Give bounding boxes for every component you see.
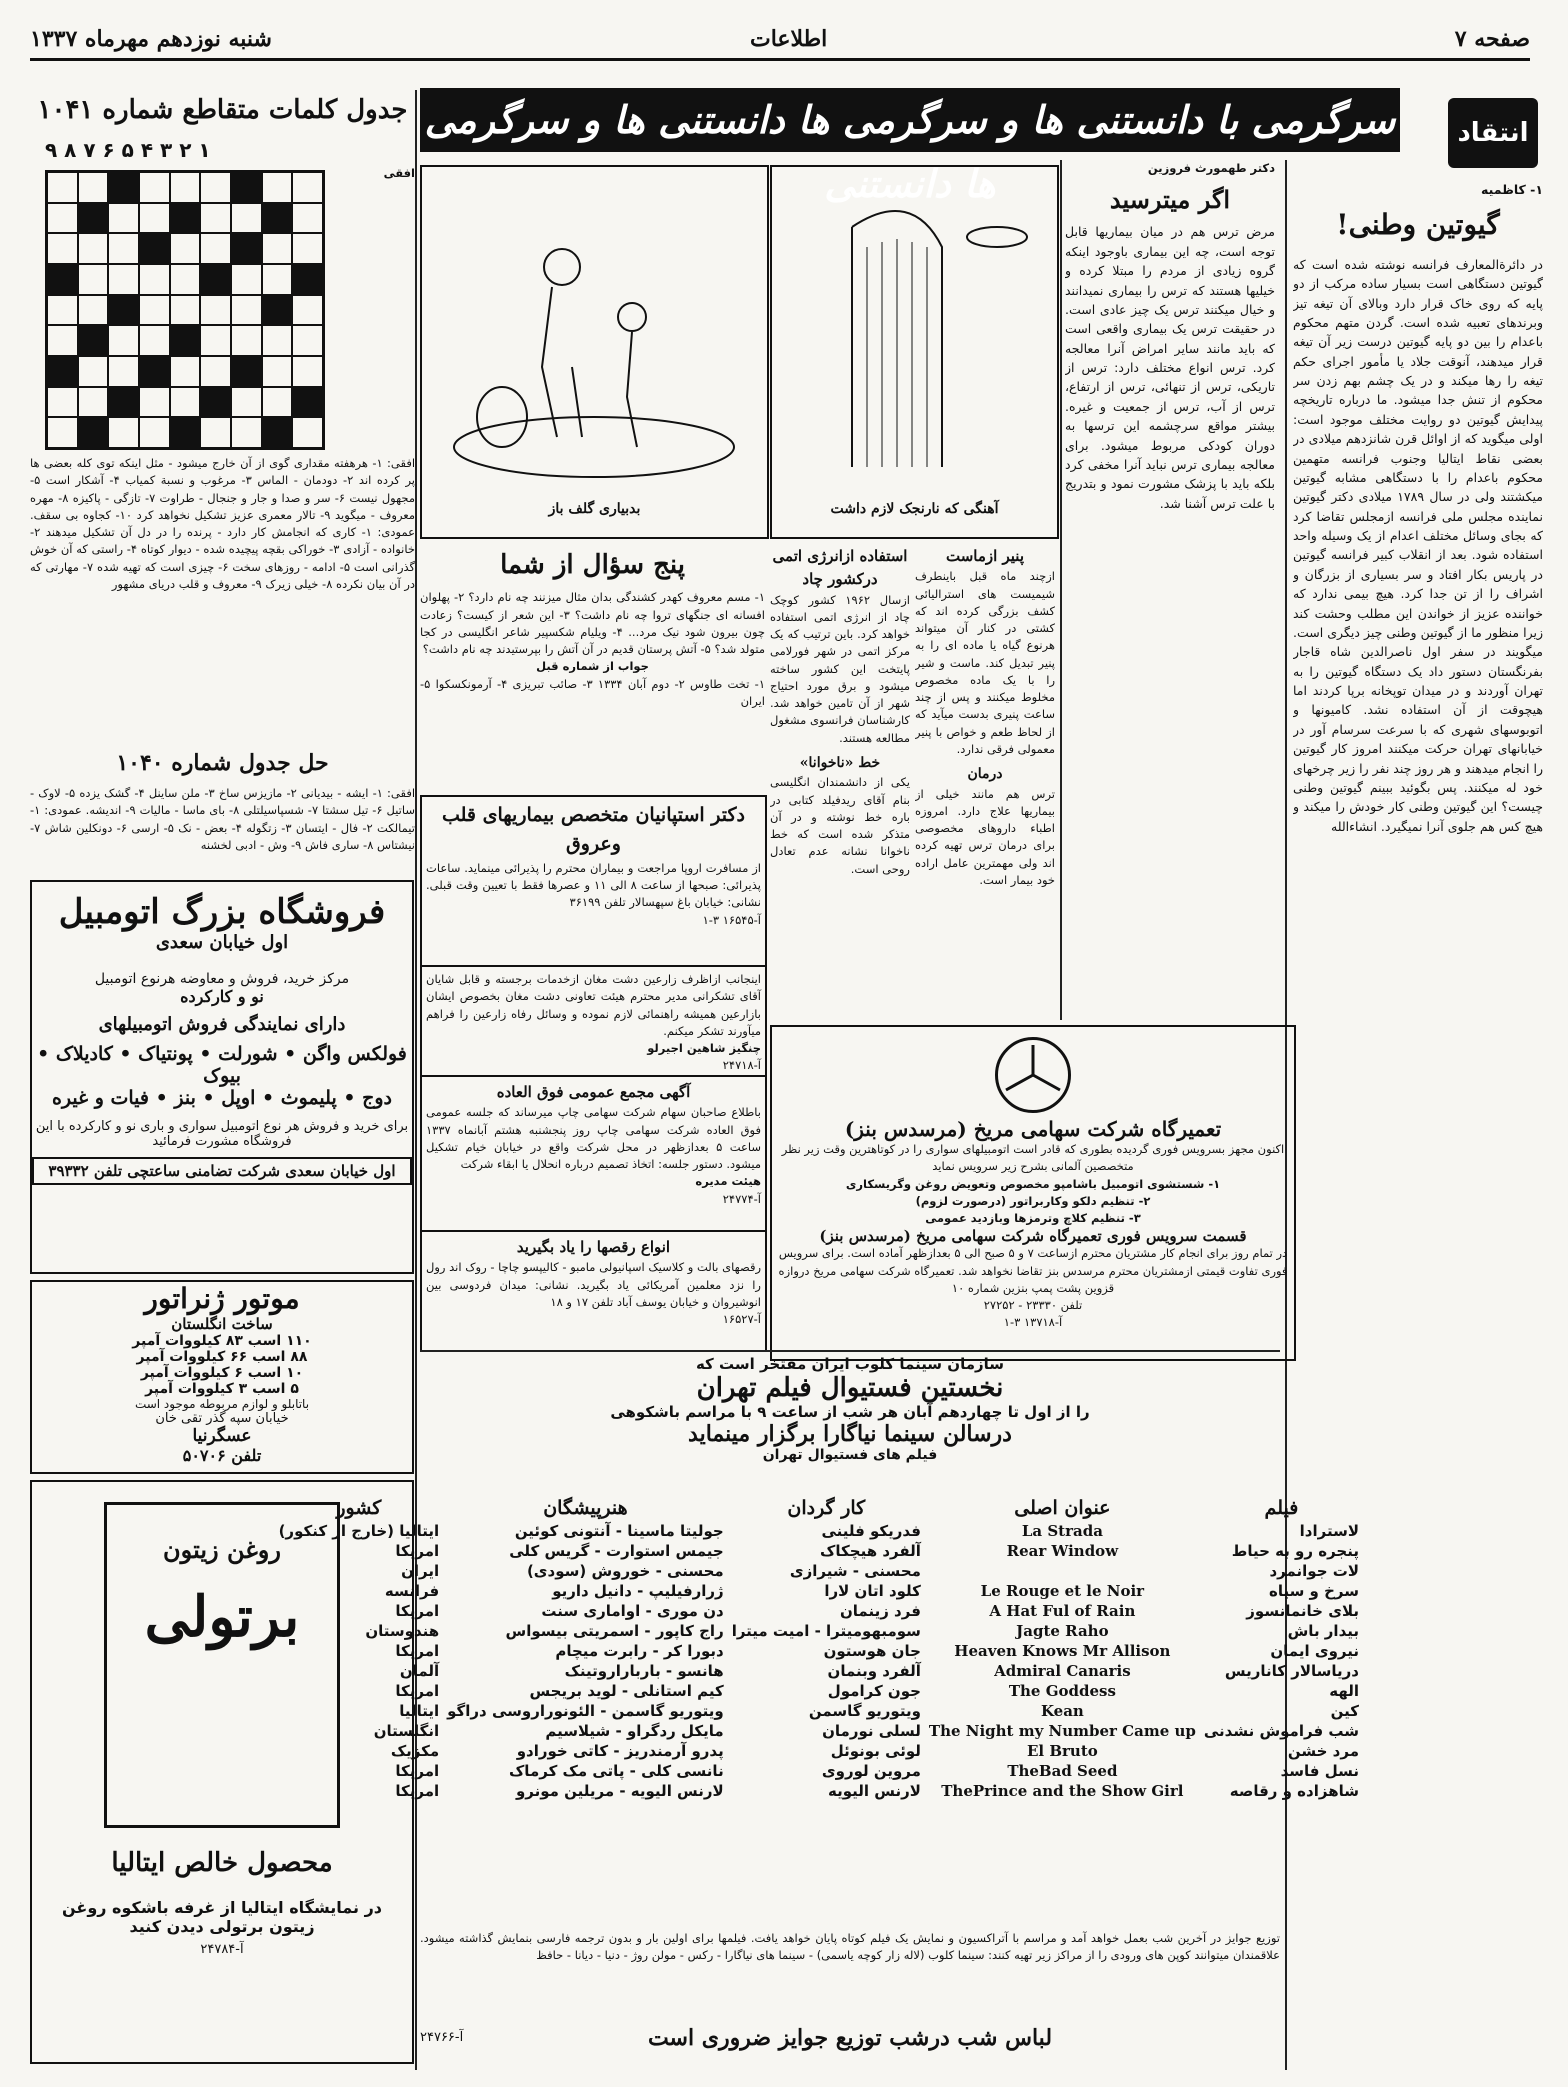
film-actors: مایکل ردگراو - شیلاسیم [545, 1722, 724, 1740]
thanks-ad-code: آ-۲۴۷۱۸ [722, 1058, 761, 1073]
film-original-title: Kean [1040, 1702, 1084, 1720]
five-questions-title: پنج سؤال از شما [500, 550, 685, 580]
festival-note-text: توزیع جوایز در آخرین شب بعمل خواهد آمد و مراسم با آتراکسیون و نمایش یک فیلم کوتاه پایان خواهد یافت. فیلمها برای اولین بار و بدون ترجمه فارسی بنمایش گذاشته میشود. علاقمندان میتوانند کوپن های ورودی را از مراکز زیر تهیه کنند: سینما کلوب (لاله زار کوچه یاسمی) - سینما های نیاگارا - رکس - مولن روژ - دنیا - دیانا - حافظ [420, 1931, 1280, 1963]
cartoon-left-caption: بدبیاری گلف باز [548, 501, 641, 517]
film-name: الهه [1329, 1682, 1359, 1700]
film-actors: جولیتا ماسینا - آنتونی کوئین [514, 1522, 724, 1540]
doctor-ad-title: دکتر استپانیان متخصص بیماریهای قلب وعروق [441, 804, 746, 856]
film-row [275, 1661, 1363, 1681]
film-director: لوئی بونوئل [830, 1742, 921, 1760]
festival-film-table [278, 1495, 1363, 1801]
festival-org: سازمان سینما کلوب ایران مفتخر است که [695, 1355, 1005, 1373]
treatment-body: ترس هم مانند خیلی از بیماریها علاج دارد. امروزه اطباء داروهای مخصوصی برای درمان ترس تهیه کرده اند ولی مهمترین عامل اراده خود بیمار است. [915, 786, 1055, 887]
film-name: نیروی ایمان [1270, 1642, 1359, 1660]
issue-date: شنبه نوزدهم مهرماه ۱۳۳۷ [30, 26, 272, 52]
film-original-title: El Bruto [1027, 1742, 1098, 1760]
crossword-clues-text: افقی: ۱- هرهفته مقداری گوی از آن خارج میشود - مثل اینکه توی کله بعضی ها پر کرده اند ۲- دودمان - الماس ۳- مرغوب و نسبة کمیاب ۴- آشکار است ۵- مجهول نیست ۶- سر و صدا و جار و جنجال - طراوت ۷- تازگی - پاکیزه ۸- مهره معروف - میگوید ۹- تالار معمری عزیز تشکیل نخواهد کرد ۱۰- کجاوه بی سقف. عمودی: ۱- کاری که انجامش کار دارد - پرنده را در دل آن تشکیل میدهند ۲- خانواده - آزادی ۳- خوراکی بقچه پیچیده شده - دیوار کوتاه ۴- راستی که آن خوش گذرانی است ۵- ادامه - روزهای سخت ۶- چیزی است که تهیه شده ۷- مهارتی که در آن بیان نکرده ۸- خیلی زیرک ۹- معروف و قلب دریای مشهور [30, 456, 415, 591]
film-actors: جیمس استوارت - گریس کلی [509, 1542, 724, 1560]
header-director: کار گردان [787, 1497, 866, 1519]
cartoon-right [770, 165, 1059, 539]
film-director: جون کرامول [827, 1682, 921, 1700]
header-original-title: عنوان اصلی [1014, 1497, 1111, 1519]
generator-ad-line-1: ۱۱۰ اسب ۸۳ کیلووات آمپر [132, 1333, 312, 1349]
film-original-title: The Night my Number Came up [928, 1722, 1196, 1740]
film-row [275, 1761, 1363, 1781]
festival-list-title: فیلم های فستیوال تهران [762, 1447, 938, 1463]
header-country: کشور [336, 1497, 382, 1519]
film-country: امریکا [395, 1762, 440, 1780]
film-original-title: Jagte Raho [1016, 1622, 1109, 1640]
critique-section: ۱- کاظمیه [1481, 182, 1543, 197]
page-number: صفحه ۷ [1454, 26, 1530, 52]
crossword-numbers: ۹ ۸ ۷ ۶ ۵ ۴ ۳ ۲ ۱ [45, 138, 211, 162]
harp-cartoon-illustration [772, 167, 1057, 497]
auto-ad-has: دارای نمایندگی فروش اتومبیلهای [98, 1014, 346, 1035]
festival-line: را از اول تا چهاردهم آبان هر شب از ساعت ۹ با مراسم باشکوهی [610, 1403, 1090, 1421]
film-row [275, 1561, 1363, 1581]
dance-ad-body: رقصهای بالت و کلاسیک اسپانیولی مامبو - کالیپسو چاچا - روک اند رول را نزد معلمین آمریکائی یاد بگیرید. نشانی: میدان فردوسی بین انوشیروان و خیابان یوسف آباد تلفن ۱۷ و ۱۸ [426, 1260, 761, 1309]
film-original-title: Admiral Canaris [994, 1662, 1131, 1680]
film-director: فدریکو فلینی [821, 1522, 921, 1540]
film-name: لاسترادا [1299, 1522, 1359, 1540]
critique-logo: انتقاد [1448, 98, 1538, 168]
atom-title: استفاده ازانرژی اتمی درکشور چاد [772, 547, 908, 589]
golfer-cartoon-illustration [422, 167, 767, 497]
film-actors: محسنی - خوروش (سودی) [526, 1562, 724, 1580]
film-name: پنجره رو به حیاط [1231, 1542, 1359, 1560]
film-original-title: TheBad Seed [1007, 1762, 1118, 1780]
benz-ad-sub: قسمت سرویس فوری تعمیرگاه شرکت سهامی مریخ (مرسدس بنز) [819, 1227, 1247, 1246]
film-name: مرد خشن [1287, 1742, 1359, 1760]
treatment-title: درمان [967, 766, 1003, 782]
five-questions-answers: ۱- تخت طاوس ۲- دوم آبان ۱۳۳۴ ۳- صائب تبریزی ۴- آرمونکسکوا ۵- ایران [420, 676, 765, 708]
film-director: آلفرد وبنمان [827, 1662, 921, 1680]
auto-dealer-ad [30, 880, 414, 1274]
doctor-ad-body: از مسافرت اروپا مراجعت و بیماران محترم را پذیرائی مینماید. ساعات پذیرائی: صبحها از ساعت ۸ الی ۱۱ و عصرها فقط با تعیین وقت قبلی. نشانی: خیابان باغ سپهسالار تلفن ۳۶۱۹۹ [426, 860, 761, 910]
film-director: کلود اتان لارا [824, 1582, 921, 1600]
generator-ad [30, 1280, 414, 1474]
film-original-title: A Hat Ful of Rain [989, 1602, 1136, 1620]
across-heading: افقی [383, 166, 415, 180]
film-country: مکزیک [390, 1742, 440, 1760]
benz-ad-item-2: ۲- تنظیم دلکو وکاربراتور (درصورت لزوم) [915, 1193, 1151, 1208]
benz-ad-phone: تلفن ۲۳۳۳۰ - ۲۷۲۵۲ [983, 1298, 1083, 1312]
generator-ad-title: موتور ژنراتور [144, 1282, 300, 1315]
generator-ad-extra: باتابلو و لوازم مربوطه موجود است [134, 1397, 310, 1411]
header-film: فیلم [1264, 1497, 1299, 1519]
film-actors: لارنس الیویه - مریلین مونرو [515, 1782, 724, 1800]
film-country: امریکا [395, 1782, 440, 1800]
fear-body: مرض ترس هم در میان بیماریها قابل توجه است، چه این بیماری باوجود اینکه گروه زیادی از مردم را مبتلا کرده و خیلیها هستند که ترس را بیماری نمیدانند و خیال میکنند ترس یک چیز عادی است. در حقیقت ترس یک بیماری واقعی است که باید مانند سایر امراض آنرا معالجه کرد. ترس انواع مختلف دارد: ترس از تاریکی، ترس از تنهائی، ترس از ارتفاع، ترس از آب، ترس از جمعیت و غیره. بیشتر مواقع سرچشمه این ترسها به دوران کودکی مربوط میشود. برای معالجه بیماری ترس نباید آنرا مخفی کرد بلکه باید با پزشک مشورت نمود و بتدریج با علت ترس آشنا شد. [1065, 224, 1275, 511]
doctor-ad [420, 795, 767, 967]
film-original-title: Rear Window [1006, 1542, 1119, 1560]
auto-ad-title: فروشگاه بزرگ اتومبیل [58, 892, 386, 932]
film-original-title: Heaven Knows Mr Allison [954, 1642, 1171, 1660]
benz-ad [770, 1025, 1296, 1361]
film-actors: هانسو - بارباراروتینک [564, 1662, 724, 1680]
fear-title: اگر میترسید [1109, 185, 1231, 215]
film-country: امریکا [395, 1602, 440, 1620]
film-row [275, 1781, 1363, 1801]
film-row [275, 1601, 1363, 1621]
generator-ad-address: خیابان سپه گذر تقی خان [155, 1411, 289, 1426]
olive-ad-text: در نمایشگاه ایتالیا از غرفه باشکوه روغن زیتون برتولی دیدن کنید [62, 1898, 382, 1936]
five-questions-answer-title: جواب از شماره قبل [536, 659, 649, 674]
film-name: کین [1330, 1702, 1359, 1720]
dance-ad [420, 1230, 767, 1352]
crossword-title: جدول کلمات متقاطع شماره ۱۰۴۱ [37, 95, 408, 125]
auto-ad-phone: اول خیابان سعدی شرکت تضامنی ساعتچی تلفن ۳۹۳۳۲ [32, 1157, 412, 1185]
olive-ad-brand: برتولی [144, 1584, 300, 1650]
cheese-body: ازچند ماه قبل باینطرف شیمیست های استرالیائی کشف بزرگی کرده اند که کشتی در کنار آن میتواند هرنوع گیاه یا ماده ای را به پنیر تبدیل کند. ماست و شیر را با یک ماده مخصوص مخلوط میکنند و پس از چند ساعت پنیری بدست میآید که از لحاظ طعم و خواص با پنیر معمولی فرقی ندارد. [915, 569, 1055, 756]
generator-ad-line-4: ۵ اسب ۳ کیلووات آمپر [145, 1381, 299, 1397]
olive-ad-sub: محصول خالص ایتالیا [111, 1848, 333, 1878]
mercedes-star-icon [995, 1037, 1071, 1113]
film-actors: ویتوریو گاسمن - الئونوراروسی دراگو [447, 1702, 724, 1720]
dance-ad-title: انواع رقصها را یاد بگیرید [516, 1238, 671, 1256]
notice-ad-body: باطلاع صاحبان سهام شرکت سهامی چاپ میرساند که جلسه عمومی فوق العاده شرکت سهامی چاپ روز پنجشنبه هشتم آبانماه ۱۳۳۷ ساعت ۵ بعدازظهر در محل شرکت واقع در خیابان خیام تشکیل میشود. دستور جلسه: اتخاذ تصمیم درباره انحلال یا ابقاء شرکت [426, 1105, 761, 1171]
notice-ad-title: آگهی مجمع عمومی فوق العاده [496, 1083, 691, 1101]
film-director: محسنی - شیرازی [789, 1562, 921, 1580]
column-divider [1060, 160, 1062, 1020]
critique-body: در دائرةالمعارف فرانسه نوشته شده است که گیوتین دستگاهی است بسیار ساده مرکب از دو پایه که روی خاک قرار دارد وبالای آن تیغه تیز وبرندهای تعبیه شده است. گردن متهم محکوم باعدام را بین دو پایه گیوتین درست زیر آن تیغه قرار میدهند، آنوقت جلاد یا مأمور اجرای حکم تیغه را رها میکند و در یک چشم بهم زدن سر محکوم از تنش جدا میشود. ما درباره تاریخچه پیدایش گیوتین دو روایت مختلف موجود است: اولی میگوید که از اوائل قرن شانزدهم میلادی در بعضی نقاط ایتالیا وجنوب فرانسه متهمین محکوم باعدام را با دستگاهی مشابه گیوتین میکشتند ولی در سال ۱۷۸۹ میلادی دکتر گیوتین نماینده مجلس ملی فرانسه ازمجلس تقاضا کرد که بجای وسائل مختلف اعدام از یک وسیله واحد استفاده شود. بعد از انقلاب کبیر فرانسه گیوتین در پاریس بکار افتاد و سر بسیاری از بزرگان و اشراف را از تن جدا کرد. هیچ بیمی ندارد که خواننده عزیز از خواندن این مطلب وحشت کند زیرا منظور ما از گیوتین وطنی چیز دیگری است. میگویند در سفر اول ناصرالدین شاه قاجار بفرنگستان دستور داد یک دستگاه گیوتین را به تهران آوردند و در میدان توپخانه برپا کردند اما هیچوقت از آن استفاده نشد. کامیونها و اتوبوسهای شهری که با سرعت سرسام آور در خیابانهای تهران حرکت میکنند امروز کار گیوتین را انجام میدهند و هر روز چند نفر را زیر چرخهای خود له میکنند. پس بگوئید ببینم گیوتین وطنی چیست؟ این گیوتین وطنی کار خودش را میکند و هیچ کس هم جلوی آنرا نمیگیرد. انشاءالله [1293, 256, 1543, 834]
auto-ad-brands-1: فولکس واگن • شورلت • پونتیاک • کادیلاک • بیوک [37, 1043, 407, 1087]
film-name: شاهزاده و رقاصه [1229, 1782, 1359, 1800]
generator-ad-made: ساخت انگلستان [171, 1315, 273, 1333]
film-name: بیدار باش [1287, 1622, 1359, 1640]
cartoon-right-caption: آهنگی که نارنجک لازم داشت [830, 501, 999, 517]
festival-top-rule [420, 1350, 1280, 1352]
film-row [275, 1681, 1363, 1701]
film-name: دریاسالار کاناریس [1224, 1662, 1359, 1680]
olive-ad-brand-top: روغن زیتون [163, 1535, 281, 1564]
film-country: هندوستان [365, 1622, 440, 1640]
cheese-article [915, 545, 1055, 1015]
film-director: سومبهومیترا - امیت میترا [731, 1622, 921, 1640]
film-country: ایتالیا (خارج از کنکور) [278, 1522, 440, 1540]
film-country: ایران [401, 1562, 440, 1580]
five-questions [420, 545, 765, 790]
auto-ad-brands-2: دوج • پلیموث • اوپل • بنز • فیات و غیره [51, 1087, 393, 1109]
doctor-ad-code: آ-۱۶۵۴۵ ۳-۱ [702, 912, 761, 927]
film-name: سرخ و سیاه [1268, 1582, 1359, 1600]
film-actors: نانسی کلی - پاتی مک کرماک [508, 1762, 724, 1780]
header-actors: هنرپیشگان [543, 1497, 628, 1519]
benz-ad-intro: اکنون مجهز بسرویس فوری گردیده بطوری که قادر است اتومبیلهای سواری را در کوتاهترین وقت زیر نظر متخصصین آلمانی بشرح زیر سرویس نماید [781, 1142, 1285, 1174]
film-row [275, 1721, 1363, 1741]
thanks-ad-signer: چنگیز شاهین اجیرلو [647, 1041, 761, 1055]
handwriting-title: خط «ناخوانا» [799, 754, 881, 771]
film-director: لارنس الیویه [828, 1782, 921, 1800]
fear-article [1065, 160, 1275, 870]
festival-section [420, 1355, 1280, 1463]
film-original-title: La Strada [1021, 1522, 1103, 1540]
film-country: انگلستان [373, 1722, 440, 1740]
film-table-header [275, 1495, 1363, 1521]
benz-ad-body: در تمام روز برای انجام کار مشتریان محترم ازساعت ۷ و ۵ صبح الی ۵ بعدازظهر آماده است. برای سرویس فوری تفاوت قیمتی ازمشتریان محترم مرسدس بنز تقاضا نخواهد شد. تعمیرگاه شرکت سهامی مریخ دروازه قزوین پشت پمپ بنزین شماره ۱۰ [778, 1246, 1288, 1295]
film-original-title: The Goddess [1008, 1682, 1116, 1700]
page-header [30, 20, 1530, 61]
film-name: بلای خانمانسوز [1246, 1602, 1359, 1620]
film-director: جان هوستون [823, 1642, 921, 1660]
film-actors: ژرارفیلیپ - دانیل داریو [552, 1582, 724, 1600]
auto-ad-address: اول خیابان سعدی [155, 932, 289, 953]
film-row [275, 1581, 1363, 1601]
fear-byline: دکتر طهمورث فروزین [1147, 161, 1275, 175]
film-actors: پدرو آرمندریز - کاتی خورادو [516, 1742, 724, 1760]
cheese-title: پنیر ازماست [945, 547, 1025, 565]
film-name: لات جوانمرد [1269, 1562, 1359, 1580]
science-banner: سرگرمی با دانستنی ها و سرگرمی ها دانستنی ها و سرگرمی ها دانستنی [420, 88, 1400, 152]
film-original-title: Le Rouge et le Noir [980, 1582, 1145, 1600]
crossword-answers [30, 785, 415, 865]
auto-ad-new: نو و کارکرده [180, 987, 264, 1006]
film-name: نسل فاسد [1280, 1762, 1359, 1780]
festival-place: درسالن سینما نیاگارا برگزار مینماید [688, 1421, 1012, 1447]
film-original-title: ThePrince and the Show Girl [941, 1782, 1184, 1800]
film-actors: دبورا کر - رابرت میچام [555, 1642, 724, 1660]
dance-ad-code: آ-۱۶۵۲۷ [722, 1312, 761, 1326]
crossword-grid[interactable] [45, 170, 325, 450]
benz-ad-item-3: ۳- تنظیم کلاچ وترمزها وبازدید عمومی [925, 1211, 1141, 1225]
film-row [275, 1741, 1363, 1761]
festival-code: آ-۲۴۷۶۶ [420, 2030, 464, 2045]
crossword-answer-title: حل جدول شماره ۱۰۴۰ [116, 750, 329, 776]
film-director: فرد زینمان [839, 1602, 921, 1620]
benz-ad-title: تعمیرگاه شرکت سهامی مریخ (مرسدس بنز) [844, 1117, 1222, 1141]
notice-ad-signer: هیئت مدیره [695, 1174, 761, 1189]
film-row [275, 1621, 1363, 1641]
film-country: ایتالیا [399, 1702, 440, 1720]
film-country: فرانسه [384, 1582, 440, 1600]
cartoon-left [420, 165, 769, 539]
crossword-answers-text: افقی: ۱- ایشه - بیدیانی ۲- مازیزس ساخ ۳- ملن ساینل ۴- گشک یزده ۵- لاوک - ساتیل ۶- تیل سشتا ۷- شسپاسیلتلی ۸- بای ماسا - مالیات ۹- اندیشه. عمودی: ۱- تیمالکت ۲- فال - ایتسان ۳- زتگوله ۴- بعض - نک ۵- ارسی ۶- دونکلین شاش ۷- نیشتاس ۸- ساری فاش ۹- وش - ادبی لخشنه [30, 786, 415, 852]
auto-ad-buy: مرکز خرید، فروش و معاوضه هرنوع اتومبیل [94, 971, 350, 987]
atom-article [770, 545, 910, 1015]
crossword-across-side [330, 165, 415, 445]
film-original-title [925, 1561, 1200, 1581]
generator-ad-line-2: ۸۸ اسب ۶۶ کیلووات آمپر [136, 1349, 308, 1365]
thanks-ad-body: اینجانب ازاظرف زارعین دشت مغان ازخدمات برجسته و قابل شایان آقای تشکرانی مدیر محترم هیئت تعاونی دشت مغان بخصوص ایشان بازارعین همیشه راهنمائی لازم نموده و وسائل رفاه زارعین را فراهم میآورند تشکر میکنم. [426, 972, 761, 1038]
film-name: شب فراموش نشدنی [1203, 1722, 1359, 1740]
festival-footer: لباس شب درشب توزیع جوایز ضروری است [647, 2025, 1053, 2051]
film-actors: کیم استانلی - لوید بریجس [529, 1682, 724, 1700]
festival-title: نخستین فستیوال فیلم تهران [696, 1373, 1004, 1403]
notice-ad [420, 1075, 767, 1232]
film-row [275, 1541, 1363, 1561]
film-country: امریکا [395, 1682, 440, 1700]
benz-ad-code: آ-۱۳۷۱۸ ۳-۱ [1003, 1315, 1063, 1330]
film-director: لسلی نورمان [822, 1722, 921, 1740]
generator-ad-name: عسگرنیا [192, 1426, 252, 1446]
film-actors: راج کاپور - اسمریتی بیسواس [505, 1622, 724, 1640]
film-country: آلمان [399, 1662, 440, 1680]
auto-ad-cta: برای خرید و فروش هر نوع اتومبیل سواری و باری نو و کارکرده با این فروشگاه مشورت فرمائید [35, 1119, 409, 1149]
festival-note [420, 1930, 1280, 2010]
benz-ad-item-1: ۱- شستشوی اتومبیل باشامپو مخصوص وتعویض روغن وگریسکاری [845, 1176, 1221, 1191]
notice-ad-code: آ-۲۴۷۷۴ [722, 1191, 761, 1206]
film-country: امریکا [395, 1542, 440, 1560]
olive-ad-code: آ-۲۴۷۸۴ [200, 1942, 244, 1957]
generator-ad-phone: تلفن ۵۰۷۰۶ [182, 1446, 262, 1465]
film-actors: دن موری - اواماری سنت [541, 1602, 724, 1620]
crossword-clues [30, 455, 415, 745]
film-director: آلفرد هیچکاک [820, 1542, 921, 1560]
newspaper-name: اطلاعات [750, 26, 828, 52]
film-row [275, 1641, 1363, 1661]
film-director: ویتوریو گاسمن [808, 1702, 921, 1720]
five-questions-body: ۱- مسم معروف کهدر کشندگی بدان مثال میزنند چه نام دارد؟ ۲- پهلوان افسانه ای جنگهای تروا چه نام داشت؟ ۳- این شعر از کیست؟ زعادت چون بیرون شود نیک مرد... ۴- ویلیام شکسپیر شاعر انگلیسی در کجا متولد شد؟ ۵- آتش پرستان قدیم در آن آتش را بپرستیدند چه نام داشت؟ [420, 590, 765, 657]
critique-title: گیوتین وطنی! [1336, 208, 1500, 242]
atom-body: ازسال ۱۹۶۲ کشور کوچک چاد از انرژی اتمی استفاده خواهد کرد. باین ترتیب که یک مرکز اتمی در شهر فورلامی پایتخت این کشور ساخته میشود و برق مورد احتیاج شهر از آن تامین خواهد شد. کارشناسان فرانسوی مشغول مطالعه هستند. [770, 592, 910, 745]
film-country: امریکا [395, 1642, 440, 1660]
generator-ad-line-3: ۱۰ اسب ۶ کیلووات آمپر [140, 1365, 304, 1381]
thanks-ad [420, 965, 767, 1077]
film-director: مروین لوروی [821, 1762, 921, 1780]
film-row [275, 1521, 1363, 1541]
handwriting-body: یکی از دانشمندان انگلیسی بنام آقای ریدفیلد کتابی در باره خط نوشته و در آن متذکر شده است که خط ناخوانا نشانه عدم تعادل روحی است. [770, 775, 910, 876]
film-row [275, 1701, 1363, 1721]
